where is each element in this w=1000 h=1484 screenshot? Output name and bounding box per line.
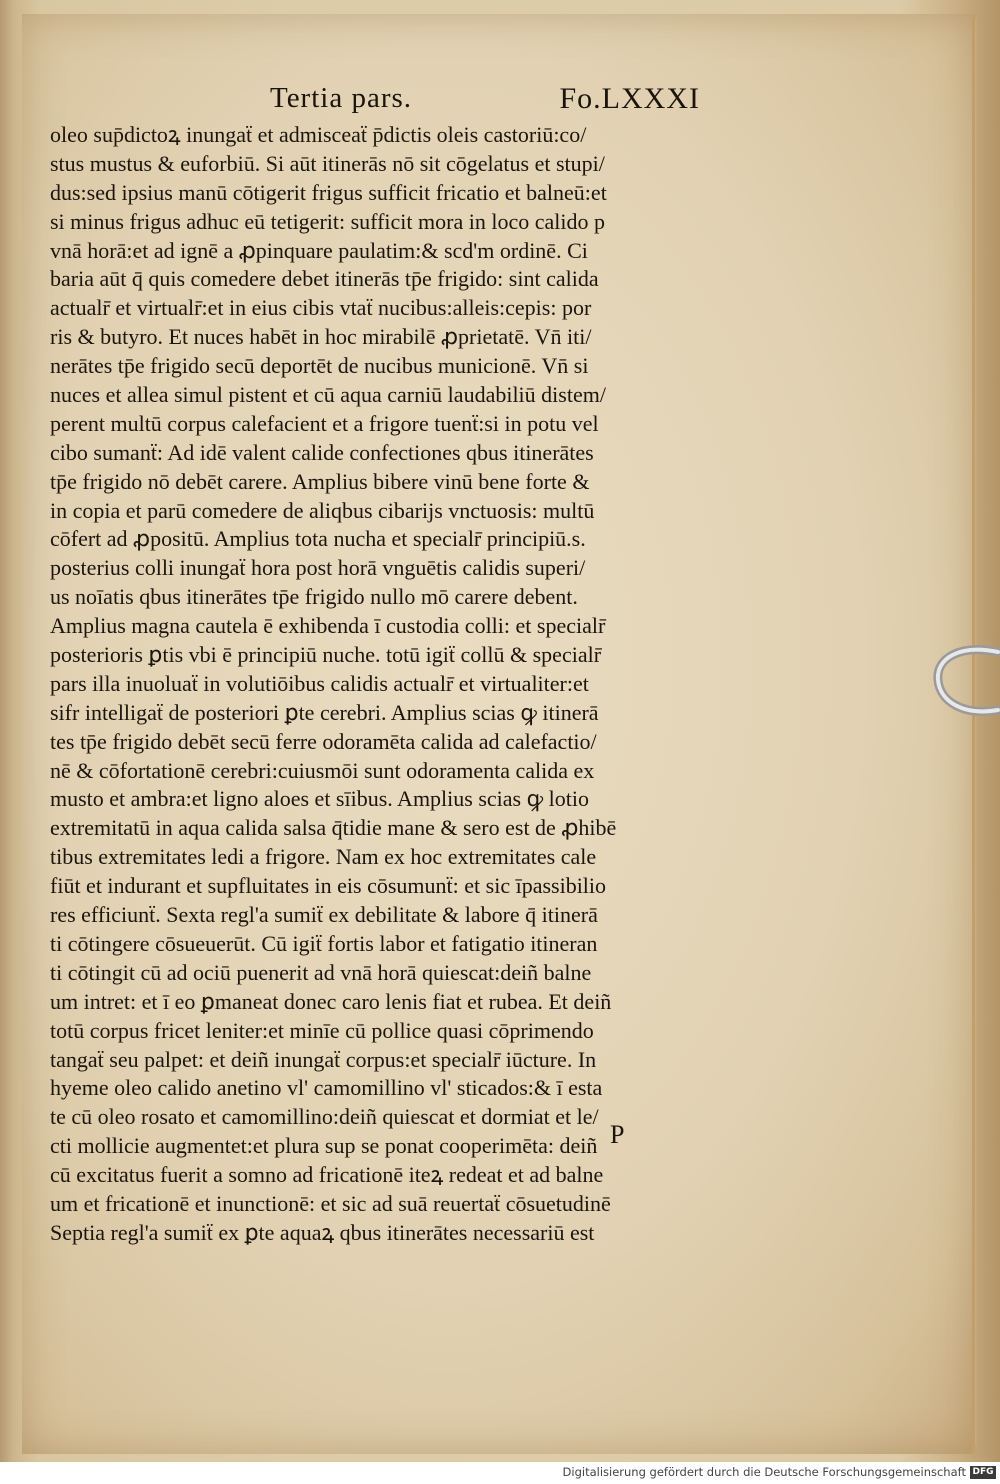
- text-line: ti cōtingit cū ad ociū puenerit ad vnā horā quiescat:deiñ balne: [50, 959, 592, 985]
- text-line: tes tp̄e frigido debēt secū ferre odoramēta calida ad calefactio/: [50, 728, 597, 754]
- text-line: sifr intelligaẗ de posteriori ꝑte cerebri. Amplius scias ꝙ itinerā: [50, 699, 599, 725]
- text-line: extremitatū in aqua calida salsa q̄tidie mane & sero est de ꝓhibē: [50, 815, 617, 841]
- text-line: tibus extremitates ledi a frigore. Nam ex hoc extremitates cale: [50, 844, 597, 870]
- text-line: ti cōtingere cōsueuerūt. Cū igiẗ fortis labor et fatigatio itineran: [50, 930, 598, 956]
- running-head-title: Tertia pars.: [270, 82, 413, 114]
- running-head: [270, 82, 700, 122]
- text-line: Septia regl'a sumiẗ ex ꝑte aquaꝝ qbus itinerātes necessariū est: [50, 1219, 595, 1245]
- footer-bar: [0, 1462, 1000, 1484]
- text-line: actualr̄ et virtualr̄:et in eius cibis vtaẗ nucibus:alleis:cepis: por: [50, 295, 592, 321]
- text-line: totū corpus fricet leniter:et minīe cū pollice quasi cōprimendo: [50, 1017, 594, 1043]
- text-line: posterioris ꝑtis vbi ē principiū nuche. totū igiẗ collū & specialr̄: [50, 642, 602, 668]
- text-line: musto et ambra:et ligno aloes et sīibus. Amplius scias ꝙ lotio: [50, 786, 589, 812]
- text-line: nerātes tp̄e frigido secū deportēt de nucibus municionē. Vn̄ si: [50, 353, 589, 379]
- text-line: nuces et allea simul pistent et cū aqua carniū laudabiliū distem/: [50, 382, 606, 408]
- text-line: ris & butyro. Et nuces habēt in hoc mirabilē ꝓprietatē. Vn̄ iti/: [50, 324, 592, 350]
- text-line: perent multū corpus calefacient et a frigore tuenẗ:si in potu vel: [50, 410, 599, 436]
- footer-credit: Digitalisierung gefördert durch die Deutsche Forschungsgemeinschaft: [562, 1465, 966, 1479]
- text-line: baria aūt q̄ quis comedere debet itinerās tp̄e frigido: sint calida: [50, 266, 599, 292]
- text-line: um et fricationē et inunctionē: et sic ad suā reuertaẗ cōsuetudinē: [50, 1190, 611, 1216]
- text-line: in copia et parū comedere de aliqbus cibarijs vnctuosis: multū: [50, 497, 595, 523]
- text-line: oleo sup̄dictoꝝ inungaẗ et admisceaẗ p̄dictis oleis castoriū:co/: [50, 122, 587, 147]
- text-line: cti mollicie augmentet:et plura sup se ponat cooperimēta: deiñ: [50, 1133, 598, 1159]
- folio-number: Fo.LXXXI: [559, 82, 700, 115]
- text-line: nē & cōfortationē cerebri:cuiusmōi sunt odoramenta calida ex: [50, 757, 595, 783]
- text-line: cū excitatus fuerit a somno ad fricationē iteꝝ redeat et ad balne: [50, 1162, 604, 1188]
- text-line: pars illa inuoluaẗ in volutiōibus calidis actualr̄ et virtualiter:et: [50, 670, 589, 696]
- text-line: vnā horā:et ad ignē a ꝓpinquare paulatim:& scd'm ordinē. Ci: [50, 237, 588, 263]
- text-line: stus mustus & euforbiū. Si aūt itinerās nō sit cōgelatus et stupi/: [50, 150, 605, 176]
- text-line: res efficiunẗ. Sexta regl'a sumiẗ ex debilitate & labore q̄ itinerā: [50, 902, 598, 928]
- text-line: te cū oleo rosato et camomillino:deiñ quiescat et dormiat et le/: [50, 1104, 599, 1130]
- text-line: cōfert ad ꝓpositū. Amplius tota nucha et specialr̄ principiū.s.: [50, 526, 586, 552]
- text-line: Amplius magna cautela ē exhibenda ī custodia colli: et specialr̄: [50, 613, 606, 639]
- text-line: hyeme oleo calido anetino vl' camomillino vl' sticados:& ī esta: [50, 1075, 603, 1101]
- signature-mark: P: [610, 1120, 625, 1149]
- text-line: fiūt et indurant et supfluitates in eis cōsumunẗ: et sic īpassibilio: [50, 873, 607, 899]
- text-line: cibo sumanẗ: Ad idē valent calide confectiones qbus itinerātes: [50, 439, 594, 465]
- paper-clip-icon: [930, 640, 1000, 720]
- body-text: [50, 121, 680, 1248]
- text-line: tp̄e frigido nō debēt carere. Amplius bibere vinū bene forte &: [50, 468, 590, 494]
- text-line: um intret: et ī eo ꝑmaneat donec caro lenis fiat et rubea. Et deiñ: [50, 988, 612, 1014]
- text-line: us noīatis qbus itinerātes tp̄e frigido nullo mō carere debent.: [50, 584, 578, 610]
- text-line: posterius colli inungaẗ hora post horā vnguētis calidis superi/: [50, 555, 586, 581]
- text-line: tangaẗ seu palpet: et deiñ inungaẗ corpus:et specialr̄ iūcture. In: [50, 1046, 597, 1072]
- text-line: dus:sed ipsius manū cōtigerit frigus sufficit fricatio et balneū:et: [50, 179, 607, 205]
- dfg-logo: DFG: [970, 1466, 996, 1479]
- text-line: si minus frigus adhuc eū tetigerit: sufficit mora in loco calido p: [50, 208, 605, 234]
